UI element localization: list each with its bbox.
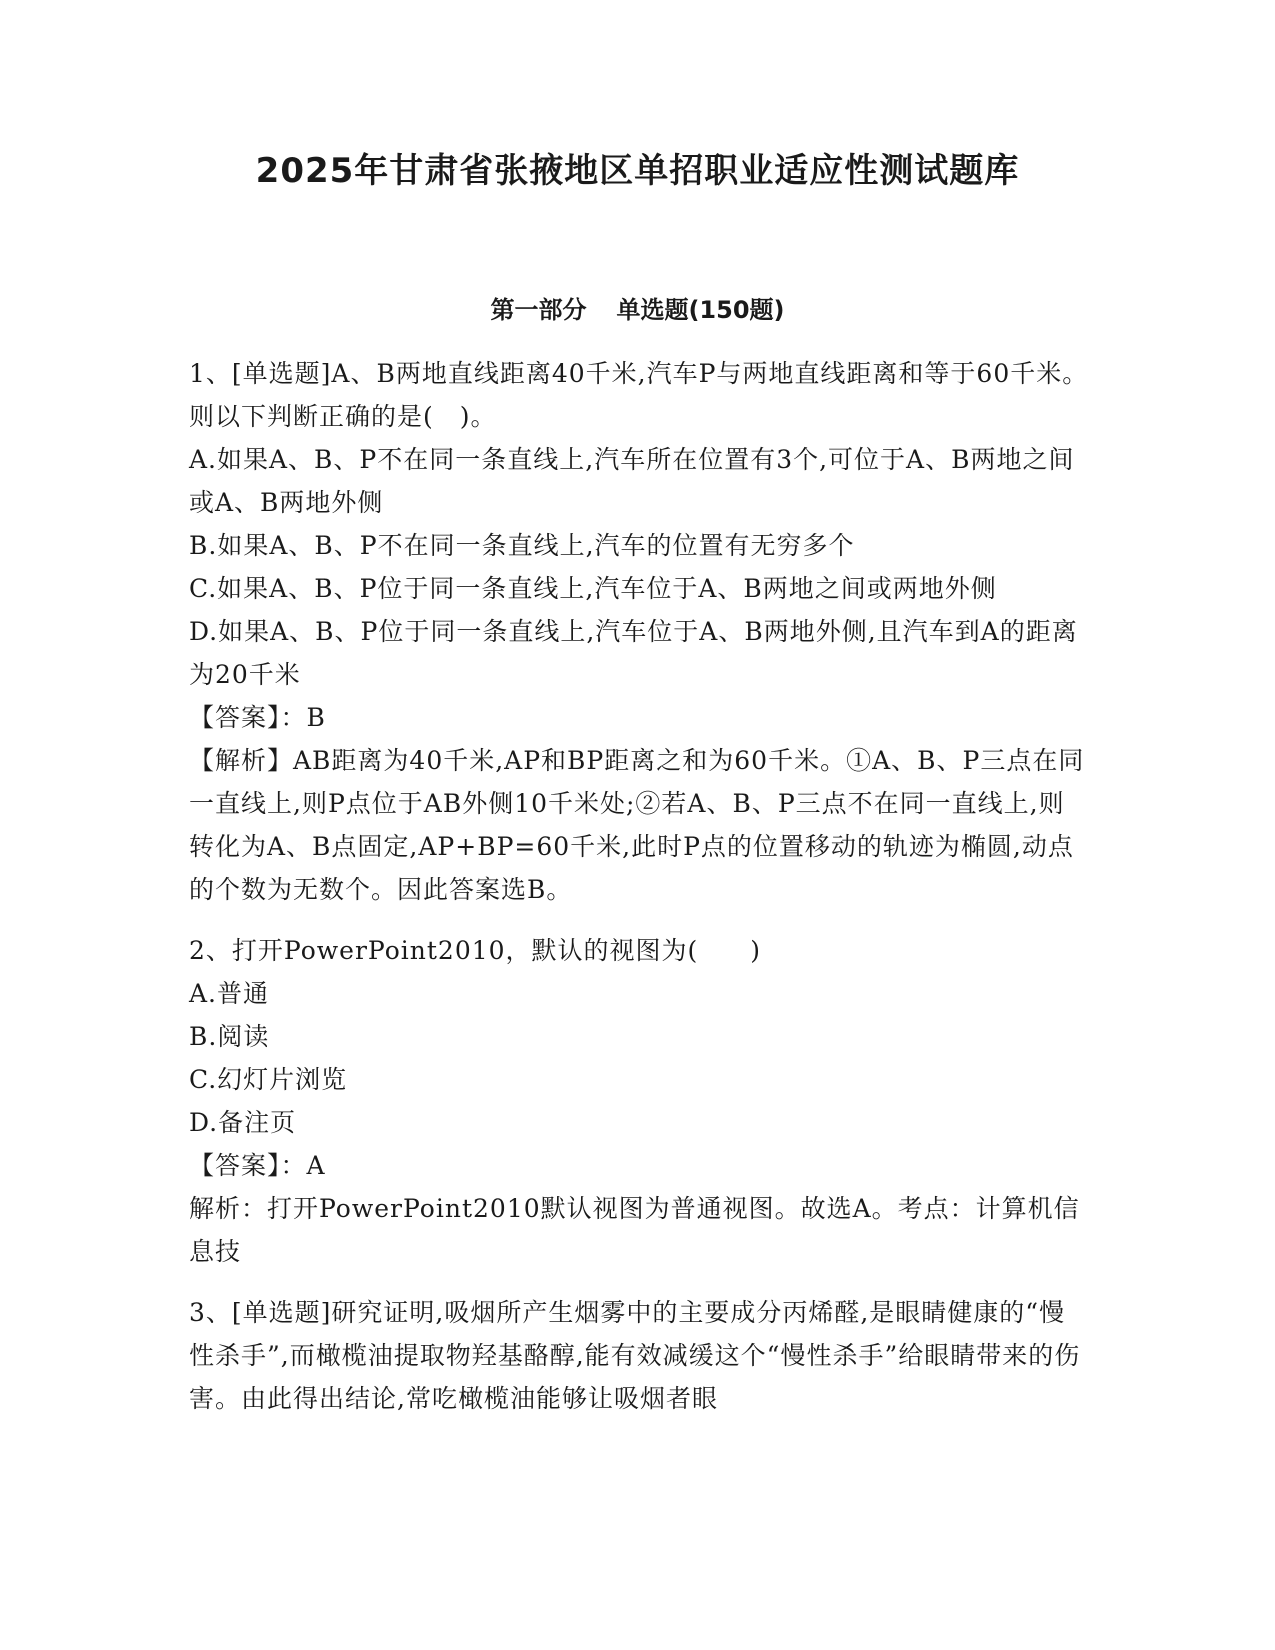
option-c: C.幻灯片浏览 bbox=[189, 1065, 348, 1094]
section-title bbox=[0, 292, 1275, 328]
answer-line: 【答案】：A bbox=[189, 1151, 326, 1180]
option-d: D.备注页 bbox=[189, 1108, 297, 1137]
option-a: A.如果A、B、P不在同一条直线上,汽车所在位置有3个,可位于A、B两地之间或A、B两地外侧 bbox=[189, 445, 1075, 517]
answer-line: 【答案】：B bbox=[189, 703, 326, 732]
question-2 bbox=[189, 929, 1089, 1273]
page-title: 2025年甘肃省张掖地区单招职业适应性测试题库 bbox=[255, 151, 1020, 191]
question-stem: 1、[单选题]A、B两地直线距离40千米,汽车P与两地直线距离和等于60千米。则以下判断正确的是( )。 bbox=[189, 359, 1089, 431]
question-3 bbox=[189, 1291, 1089, 1420]
question-1 bbox=[189, 352, 1089, 911]
section-part-label: 第一部分 bbox=[490, 296, 587, 324]
option-d: D.如果A、B、P位于同一条直线上,汽车位于A、B两地外侧,且汽车到A的距离为20千米 bbox=[189, 617, 1078, 689]
analysis-text: 【解析】AB距离为40千米,AP和BP距离之和为60千米。①A、B、P三点在同一直线上,则P点位于AB外侧10千米处;②若A、B、P三点不在同一直线上,则转化为A、B点固定,AP+BP=60千米,此时P点的位置移动的轨迹为椭圆,动点的个数为无数个。因此答案选B。 bbox=[189, 746, 1085, 904]
analysis-text: 解析：打开PowerPoint2010默认视图为普通视图。故选A。考点：计算机信息技 bbox=[189, 1194, 1080, 1266]
question-stem: 2、打开PowerPoint2010，默认的视图为( ) bbox=[189, 936, 762, 965]
section-type-label: 单选题(150题) bbox=[616, 296, 785, 324]
question-stem: 3、[单选题]研究证明,吸烟所产生烟雾中的主要成分丙烯醛,是眼睛健康的“慢性杀手”,而橄榄油提取物羟基酪醇,能有效减缓这个“慢性杀手”给眼睛带来的伤害。由此得出结论,常吃橄榄油能够让吸烟者眼 bbox=[189, 1298, 1081, 1413]
question-list bbox=[189, 352, 1089, 1438]
option-a: A.普通 bbox=[189, 979, 270, 1008]
option-b: B.如果A、B、P不在同一条直线上,汽车的位置有无穷多个 bbox=[189, 531, 855, 560]
option-c: C.如果A、B、P位于同一条直线上,汽车位于A、B两地之间或两地外侧 bbox=[189, 574, 997, 603]
option-b: B.阅读 bbox=[189, 1022, 270, 1051]
